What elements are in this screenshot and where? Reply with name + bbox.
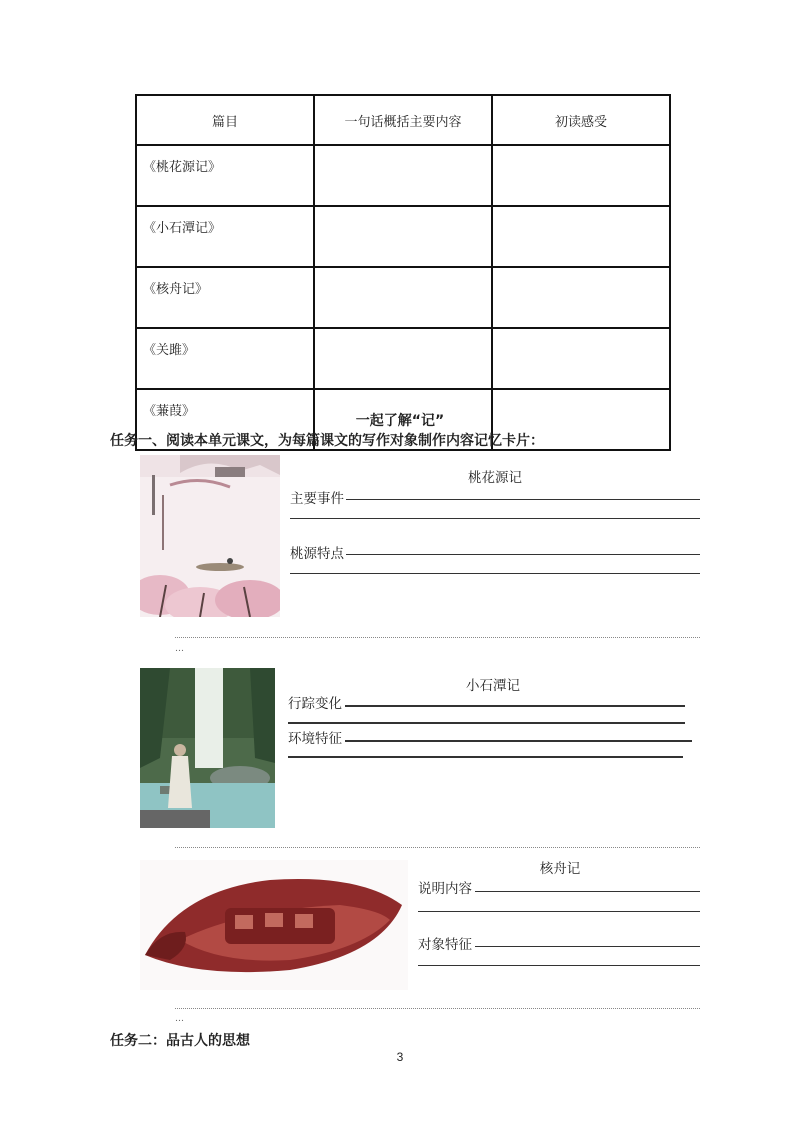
page-number: 3 (396, 1050, 404, 1064)
row-title: 《蒹葭》 (136, 389, 314, 450)
row-title: 《关雎》 (136, 328, 314, 389)
table-row (136, 328, 670, 389)
answer-line[interactable] (288, 722, 685, 724)
impression-cell[interactable] (492, 145, 670, 206)
summary-cell[interactable] (314, 206, 492, 267)
carved-walnut-boat-image (140, 860, 408, 990)
answer-line[interactable] (290, 518, 700, 519)
header-title: 篇目 (136, 95, 314, 145)
label-features: 桃源特点 (290, 546, 344, 562)
table-row (136, 145, 670, 206)
table-row (136, 267, 670, 328)
row-title: 《桃花源记》 (136, 145, 314, 206)
header-impression: 初读感受 (492, 95, 670, 145)
answer-line[interactable] (418, 911, 700, 912)
answer-line[interactable] (345, 740, 692, 742)
table-header-row (136, 95, 670, 145)
answer-line[interactable] (346, 499, 700, 500)
small-stone-pond-painting (140, 668, 275, 828)
card-title-hezhou: 核舟记 (539, 861, 581, 877)
summary-table (135, 94, 671, 451)
summary-cell[interactable] (314, 267, 492, 328)
task-one-heading: 任务一、阅读本单元课文，为每篇课文的写作对象制作内容记忆卡片： (110, 433, 544, 449)
header-summary: 一句话概括主要内容 (314, 95, 492, 145)
answer-line[interactable] (288, 756, 683, 758)
task-two-heading: 任务二：品古人的思想 (110, 1033, 250, 1049)
impression-cell[interactable] (492, 328, 670, 389)
label-route-changes: 行踪变化 (288, 696, 342, 712)
answer-line[interactable] (290, 573, 700, 574)
section-title: 一起了解“记” (355, 413, 445, 429)
answer-line[interactable] (475, 891, 700, 892)
ellipsis: … (175, 1014, 184, 1024)
impression-cell[interactable] (492, 206, 670, 267)
label-content: 说明内容 (418, 881, 472, 897)
card-divider (175, 637, 700, 638)
card-divider (175, 1008, 700, 1009)
table-row (136, 206, 670, 267)
summary-cell[interactable] (314, 328, 492, 389)
answer-line[interactable] (418, 965, 700, 966)
card-title-xiaoshitan: 小石潭记 (466, 678, 520, 694)
answer-line[interactable] (346, 554, 700, 555)
card-title-taohuayuan: 桃花源记 (468, 470, 522, 486)
row-title: 《小石潭记》 (136, 206, 314, 267)
label-object-features: 对象特征 (418, 937, 472, 953)
answer-line[interactable] (345, 705, 685, 707)
label-environment: 环境特征 (288, 731, 342, 747)
impression-cell[interactable] (492, 267, 670, 328)
label-main-event: 主要事件 (290, 491, 344, 507)
row-title: 《核舟记》 (136, 267, 314, 328)
peach-blossom-painting (140, 455, 280, 617)
answer-line[interactable] (475, 946, 700, 947)
summary-cell[interactable] (314, 145, 492, 206)
ellipsis: … (175, 644, 184, 654)
card-divider (175, 847, 700, 848)
